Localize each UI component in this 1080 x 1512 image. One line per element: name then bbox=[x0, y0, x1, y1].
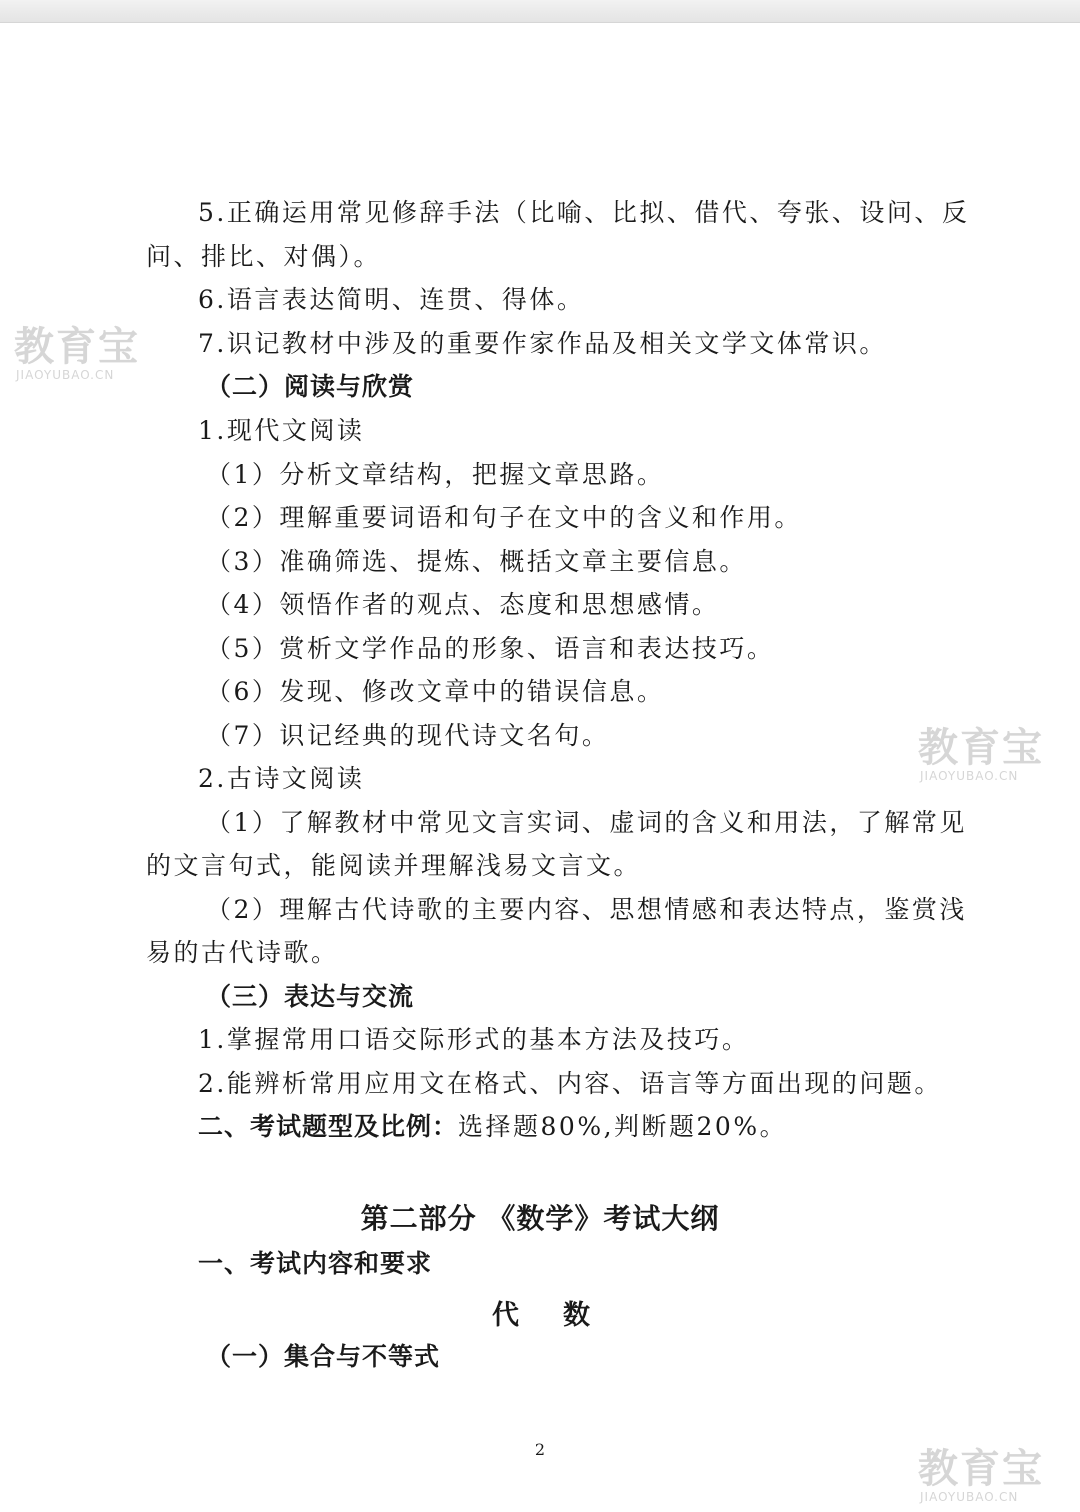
math-section-heading: 一、考试内容和要求 bbox=[198, 1249, 433, 1278]
watermark-text: 教育宝 bbox=[14, 324, 140, 370]
rhetoric-item-5-cont: 问、排比、对偶）。 bbox=[146, 242, 382, 271]
watermark-domain: JIAOYUBAO.CN bbox=[920, 769, 1019, 783]
section-expression-heading: （三）表达与交流 bbox=[206, 982, 415, 1011]
watermark-logo bbox=[918, 1448, 1044, 1504]
watermark-text: 教育宝 bbox=[918, 725, 1044, 771]
classical-reading-item-2-cont: 易的古代诗歌。 bbox=[146, 938, 339, 967]
classical-reading-item-1-cont: 的文言句式，能阅读并理解浅易文言文。 bbox=[146, 851, 642, 880]
classical-reading-item-2: （2）理解古代诗歌的主要内容、思想情感和表达特点，鉴赏浅 bbox=[206, 895, 967, 924]
modern-reading-item-7: （7）识记经典的现代诗文名句。 bbox=[206, 721, 610, 750]
algebra-subject-heading: 代数 bbox=[492, 1300, 634, 1331]
modern-reading-item-5: （5）赏析文学作品的形象、语言和表达技巧。 bbox=[206, 634, 775, 663]
language-item-6: 6.语言表达简明、连贯、得体。 bbox=[198, 285, 585, 314]
literature-item-7: 7.识记教材中涉及的重要作家作品及相关文学文体常识。 bbox=[198, 329, 887, 358]
part-two-title: 第二部分 《数学》考试大纲 bbox=[360, 1202, 720, 1235]
classical-reading-heading: 2.古诗文阅读 bbox=[198, 764, 365, 793]
section-reading-heading: （二）阅读与欣赏 bbox=[206, 372, 415, 401]
watermark-text: 教育宝 bbox=[918, 1446, 1044, 1492]
watermark-domain: JIAOYUBAO.CN bbox=[16, 368, 115, 382]
sets-inequalities-heading: （一）集合与不等式 bbox=[206, 1342, 441, 1371]
exam-format-line bbox=[198, 1112, 787, 1142]
watermark-logo bbox=[918, 727, 1044, 783]
modern-reading-item-1: （1）分析文章结构，把握文章思路。 bbox=[206, 460, 665, 489]
modern-reading-item-6: （6）发现、修改文章中的错误信息。 bbox=[206, 677, 665, 706]
watermark-domain: JIAOYUBAO.CN bbox=[920, 1490, 1019, 1504]
classical-reading-item-1: （1）了解教材中常见文言实词、虚词的含义和用法，了解常见 bbox=[206, 808, 967, 837]
modern-reading-item-3: （3）准确筛选、提炼、概括文章主要信息。 bbox=[206, 547, 747, 576]
rhetoric-item-5: 5.正确运用常见修辞手法（比喻、比拟、借代、夸张、设问、反 bbox=[198, 198, 970, 227]
modern-reading-heading: 1.现代文阅读 bbox=[198, 416, 365, 445]
page-number: 2 bbox=[534, 1440, 546, 1459]
expression-item-1: 1.掌握常用口语交际形式的基本方法及技巧。 bbox=[198, 1025, 750, 1054]
modern-reading-item-4: （4）领悟作者的观点、态度和思想感情。 bbox=[206, 590, 720, 619]
modern-reading-item-2: （2）理解重要词语和句子在文中的含义和作用。 bbox=[206, 503, 802, 532]
expression-item-2: 2.能辨析常用应用文在格式、内容、语言等方面出现的问题。 bbox=[198, 1069, 942, 1098]
exam-format-value: 选择题80%,判断题20%。 bbox=[458, 1112, 788, 1141]
viewer-top-bar bbox=[0, 0, 1080, 23]
watermark-logo bbox=[14, 326, 140, 382]
exam-format-label: 二、考试题型及比例： bbox=[198, 1112, 459, 1141]
